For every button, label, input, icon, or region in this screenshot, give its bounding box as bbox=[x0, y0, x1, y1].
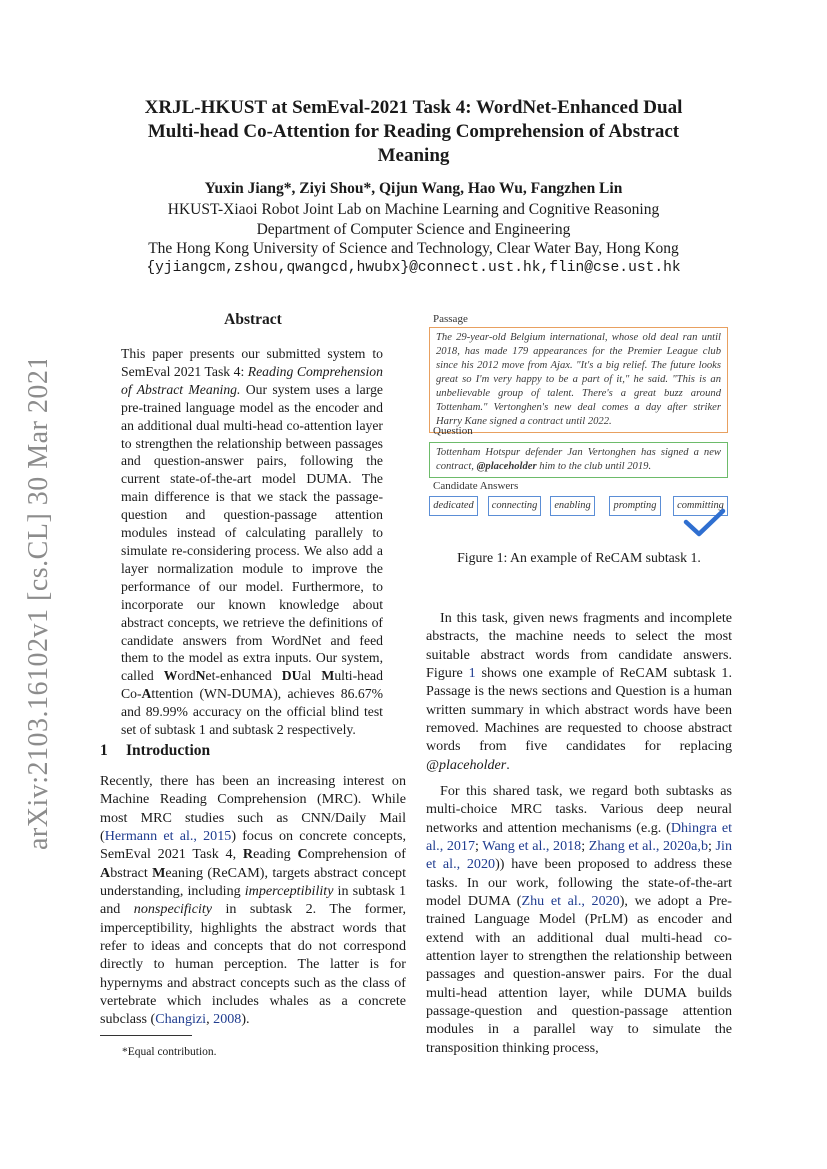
affiliation-university: The Hong Kong University of Science and Technology, Clear Water Bay, Hong Kong bbox=[148, 240, 679, 257]
title-line-2: Multi-head Co-Attention for Reading Comprehension of Abstract bbox=[147, 121, 680, 142]
paper-title bbox=[100, 96, 727, 168]
footnote-divider bbox=[100, 1035, 192, 1036]
affiliation-lab: HKUST-Xiaoi Robot Joint Lab on Machine Learning and Cognitive Reasoning bbox=[167, 201, 660, 218]
title-line-1: XRJL-HKUST at SemEval-2021 Task 4: WordNet-Enhanced Dual bbox=[144, 97, 683, 118]
candidate-answer: prompting bbox=[609, 496, 661, 516]
checkmark-icon bbox=[683, 508, 727, 538]
arxiv-identifier: arXiv:2103.16102v1 [cs.CL] 30 Mar 2021 bbox=[23, 360, 54, 850]
author-list: Yuxin Jiang*, Ziyi Shou*, Qijun Wang, Hao Wu, Fangzhen Lin bbox=[204, 180, 623, 197]
citation-link[interactable]: Changizi bbox=[155, 1011, 207, 1028]
citation-link[interactable]: Zhu et al., 2020 bbox=[521, 893, 620, 910]
citation-link[interactable]: Zhang et al., 2020a,b bbox=[588, 838, 709, 855]
section-heading-introduction bbox=[100, 742, 210, 760]
citation-link[interactable]: 2008 bbox=[213, 1011, 242, 1028]
candidate-answer-correct: committing bbox=[673, 496, 728, 516]
candidate-answer: dedicated bbox=[429, 496, 478, 516]
body-paragraph: In this task, given news fragments and incomplete abstracts, the machine needs to select the most suitable abstract words from candidate answers. Figure 1 shows one example of ReCAM subtask 1. Passage is the news sections and Question is a human written summary in which abstract words have been removed. Machines are requested to choose abstract words from five candidates for replacing @placeholder. bbox=[426, 610, 732, 773]
abstract-heading: Abstract bbox=[224, 311, 282, 328]
footnote: *Equal contribution. bbox=[122, 1046, 217, 1058]
candidate-answer: enabling bbox=[550, 496, 595, 516]
section-title: Introduction bbox=[126, 742, 211, 759]
figure-candidates-label: Candidate Answers bbox=[433, 480, 519, 492]
figure-reference-link[interactable]: 1 bbox=[468, 665, 476, 682]
figure-passage-label: Passage bbox=[433, 313, 468, 325]
figure-passage-box: The 29-year-old Belgium international, whose old deal ran until 2018, has made 179 appearances for the Premier League club since his 2012 move from Ajax. "It's a big relief. The future looks great so I'm very happy to be a part of it," he said. "This is an unbelievable group of talent. There's a great buzz around Tottenham." Vertonghen's new deal comes a day after striker Harry Kane signed a contract until 2022. bbox=[429, 327, 728, 433]
section-number: 1 bbox=[100, 742, 108, 759]
abstract-body: This paper presents our submitted system to SemEval 2021 Task 4: Reading Comprehension of Abstract Meaning. Our system uses a large pre-trained language model as the encoder and an additional dual multi-head co-attention layer to strengthen the relationship between passages and question-answer pairs, following the current state-of-the-art model DUMA. The main difference is that we stack the passage-question and question-passage attention modules instead of calculating parallely to simulate re-considering process. We also add a layer normalization module to improve the performance of our model. Furthermore, to incorporate our known knowledge about abstract concepts, we retrieve the definitions of candidate answers from WordNet and feed them to the model as extra inputs. Our system, called WordNet-enhanced DUal Multi-head Co-Attention (WN-DUMA), achieves 86.67% and 89.99% accuracy on the official blind test set of subtask 1 and subtask 2 respectively. bbox=[121, 346, 383, 738]
citation-link[interactable]: Wang et al., 2018 bbox=[482, 838, 582, 855]
citation-link[interactable]: Dhingra et al., 2017 bbox=[426, 819, 732, 855]
body-paragraph: For this shared task, we regard both subtasks as multi-choice MRC tasks. Various deep neural networks and attention mechanisms (e.g. (Dhingra et al., 2017; Wang et al., 2018; Zhang et al., 2020a,b; Jin et al., 2020)) have been proposed to address these tasks. In our work, following the state-of-the-art model DUMA (Zhu et al., 2020), we adopt a Pre-trained Language Model (PrLM) as encoder and extend with an additional dual multi-head co-attention layer to strengthen the relationship between passages and question-answer pairs. For the dual multi-head attention layer, while DUMA builds passage-question and question-passage attention modules in a parallel way to simulate the transposition thinking process, bbox=[426, 783, 733, 1056]
candidate-answer: connecting bbox=[488, 496, 541, 516]
figure-question-label: Question bbox=[433, 425, 473, 437]
author-emails[interactable]: {yjiangcm,zshou,qwangcd,hwubx}@connect.ust.hk,flin@cse.ust.hk bbox=[146, 260, 681, 276]
placeholder-token: @placeholder bbox=[476, 461, 537, 472]
figure-question-box: Tottenham Hotspur defender Jan Vertonghen has signed a new contract, @placeholder him to the club until 2019. bbox=[429, 442, 728, 478]
title-line-3: Meaning bbox=[377, 145, 450, 166]
figure-caption: Figure 1: An example of ReCAM subtask 1. bbox=[457, 550, 701, 565]
affiliation-department: Department of Computer Science and Engineering bbox=[256, 221, 571, 238]
intro-paragraph: Recently, there has been an increasing interest on Machine Reading Comprehension (MRC). While most MRC studies such as CNN/Daily Mail (Hermann et al., 2015) focus on concrete concepts, SemEval 2021 Task 4, Reading Comprehension of Abstract Meaning (ReCAM), targets abstract concept understanding, including imperceptibility in subtask 1 and nonspecificity in subtask 2. The former, imperceptibility, highlights the abstract words that refer to ideas and concepts that do not correspond directly to human perception. The latter is for hypernyms and abstract concepts such as the class of vertebrate which includes whales as a concrete subclass (Changizi, 2008). bbox=[100, 773, 407, 1028]
task-name: Reading Comprehension of Abstract Meaning. bbox=[121, 363, 383, 397]
arxiv-stamp bbox=[17, 360, 54, 860]
citation-link[interactable]: Hermann et al., 2015 bbox=[104, 828, 232, 845]
citation-link[interactable]: Jin et al., 2020 bbox=[426, 838, 732, 873]
